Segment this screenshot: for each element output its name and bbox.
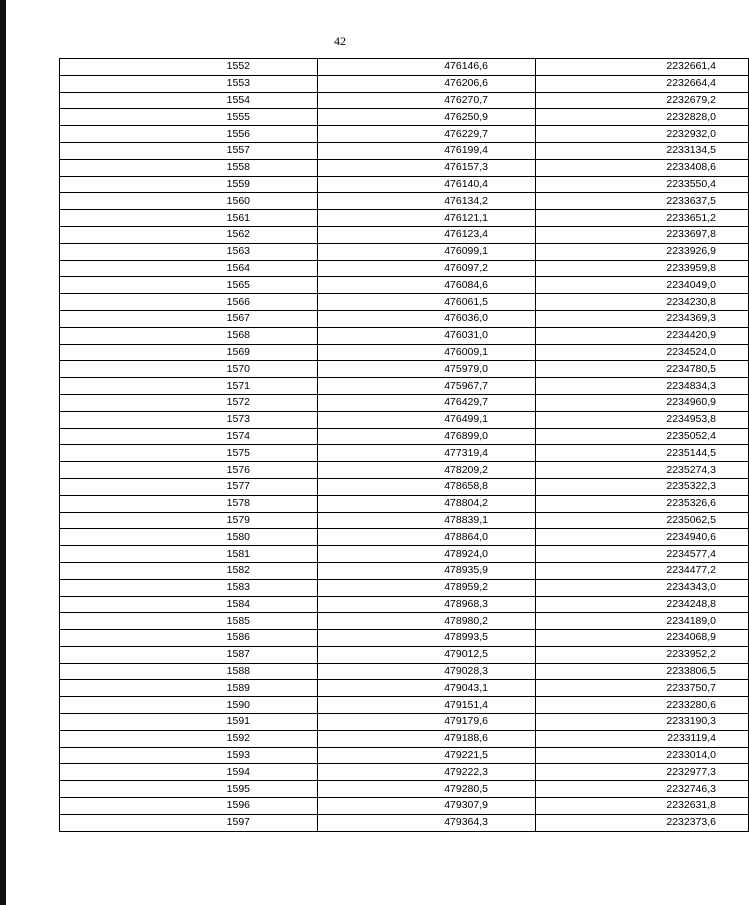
y-coordinate-cell: 2235144,5 xyxy=(536,445,749,462)
table-row xyxy=(60,462,749,479)
point-number-cell: 1582 xyxy=(60,562,318,579)
point-number-cell: 1565 xyxy=(60,277,318,294)
y-coordinate-cell: 2233119,4 xyxy=(536,730,749,747)
table-row xyxy=(60,142,749,159)
table-row xyxy=(60,344,749,361)
table-row xyxy=(60,562,749,579)
point-number-cell: 1587 xyxy=(60,646,318,663)
coordinates-table xyxy=(59,58,749,832)
y-coordinate-cell: 2232977,3 xyxy=(536,764,749,781)
x-coordinate-cell: 476134,2 xyxy=(318,193,536,210)
table-row xyxy=(60,646,749,663)
table-row xyxy=(60,579,749,596)
point-number-cell: 1580 xyxy=(60,529,318,546)
x-coordinate-cell: 478968,3 xyxy=(318,596,536,613)
x-coordinate-cell: 479028,3 xyxy=(318,663,536,680)
table-row xyxy=(60,310,749,327)
point-number-cell: 1597 xyxy=(60,814,318,831)
y-coordinate-cell: 2234248,8 xyxy=(536,596,749,613)
table-row xyxy=(60,730,749,747)
y-coordinate-cell: 2232828,0 xyxy=(536,109,749,126)
x-coordinate-cell: 476146,6 xyxy=(318,59,536,76)
y-coordinate-cell: 2233550,4 xyxy=(536,176,749,193)
point-number-cell: 1590 xyxy=(60,697,318,714)
y-coordinate-cell: 2233134,5 xyxy=(536,142,749,159)
x-coordinate-cell: 476429,7 xyxy=(318,394,536,411)
table-row xyxy=(60,126,749,143)
table-row xyxy=(60,75,749,92)
point-number-cell: 1583 xyxy=(60,579,318,596)
table-row xyxy=(60,294,749,311)
table-row xyxy=(60,59,749,76)
x-coordinate-cell: 479188,6 xyxy=(318,730,536,747)
x-coordinate-cell: 476009,1 xyxy=(318,344,536,361)
x-coordinate-cell: 476270,7 xyxy=(318,92,536,109)
x-coordinate-cell: 476061,5 xyxy=(318,294,536,311)
y-coordinate-cell: 2234369,3 xyxy=(536,310,749,327)
y-coordinate-cell: 2235274,3 xyxy=(536,462,749,479)
x-coordinate-cell: 479222,3 xyxy=(318,764,536,781)
y-coordinate-cell: 2233806,5 xyxy=(536,663,749,680)
y-coordinate-cell: 2234524,0 xyxy=(536,344,749,361)
x-coordinate-cell: 479307,9 xyxy=(318,798,536,815)
point-number-cell: 1581 xyxy=(60,546,318,563)
table-row xyxy=(60,680,749,697)
point-number-cell: 1577 xyxy=(60,478,318,495)
y-coordinate-cell: 2234049,0 xyxy=(536,277,749,294)
y-coordinate-cell: 2234834,3 xyxy=(536,378,749,395)
y-coordinate-cell: 2232373,6 xyxy=(536,814,749,831)
table-row xyxy=(60,193,749,210)
x-coordinate-cell: 478993,5 xyxy=(318,630,536,647)
point-number-cell: 1589 xyxy=(60,680,318,697)
x-coordinate-cell: 479280,5 xyxy=(318,781,536,798)
y-coordinate-cell: 2234577,4 xyxy=(536,546,749,563)
point-number-cell: 1592 xyxy=(60,730,318,747)
table-row xyxy=(60,781,749,798)
scan-edge xyxy=(0,0,6,905)
x-coordinate-cell: 475967,7 xyxy=(318,378,536,395)
point-number-cell: 1556 xyxy=(60,126,318,143)
x-coordinate-cell: 478864,0 xyxy=(318,529,536,546)
x-coordinate-cell: 478924,0 xyxy=(318,546,536,563)
y-coordinate-cell: 2233750,7 xyxy=(536,680,749,697)
table-row xyxy=(60,697,749,714)
x-coordinate-cell: 476121,1 xyxy=(318,210,536,227)
table-row xyxy=(60,546,749,563)
x-coordinate-cell: 478935,9 xyxy=(318,562,536,579)
y-coordinate-cell: 2234953,8 xyxy=(536,411,749,428)
x-coordinate-cell: 476097,2 xyxy=(318,260,536,277)
point-number-cell: 1566 xyxy=(60,294,318,311)
point-number-cell: 1593 xyxy=(60,747,318,764)
point-number-cell: 1594 xyxy=(60,764,318,781)
x-coordinate-cell: 479221,5 xyxy=(318,747,536,764)
table-row xyxy=(60,630,749,647)
table-row xyxy=(60,613,749,630)
x-coordinate-cell: 476899,0 xyxy=(318,428,536,445)
y-coordinate-cell: 2232932,0 xyxy=(536,126,749,143)
table-row xyxy=(60,109,749,126)
x-coordinate-cell: 476031,0 xyxy=(318,327,536,344)
x-coordinate-cell: 478959,2 xyxy=(318,579,536,596)
x-coordinate-cell: 476229,7 xyxy=(318,126,536,143)
page-number: 42 xyxy=(334,34,346,48)
point-number-cell: 1568 xyxy=(60,327,318,344)
table-row xyxy=(60,478,749,495)
table-row xyxy=(60,159,749,176)
table-row xyxy=(60,764,749,781)
y-coordinate-cell: 2234477,2 xyxy=(536,562,749,579)
table-row xyxy=(60,814,749,831)
y-coordinate-cell: 2234068,9 xyxy=(536,630,749,647)
point-number-cell: 1569 xyxy=(60,344,318,361)
table-row xyxy=(60,327,749,344)
y-coordinate-cell: 2234780,5 xyxy=(536,361,749,378)
y-coordinate-cell: 2232661,4 xyxy=(536,59,749,76)
table-row xyxy=(60,92,749,109)
table-row xyxy=(60,411,749,428)
point-number-cell: 1595 xyxy=(60,781,318,798)
point-number-cell: 1552 xyxy=(60,59,318,76)
table-row xyxy=(60,243,749,260)
point-number-cell: 1585 xyxy=(60,613,318,630)
y-coordinate-cell: 2235062,5 xyxy=(536,512,749,529)
table-row xyxy=(60,596,749,613)
table-row xyxy=(60,512,749,529)
y-coordinate-cell: 2233637,5 xyxy=(536,193,749,210)
y-coordinate-cell: 2233408,6 xyxy=(536,159,749,176)
x-coordinate-cell: 475979,0 xyxy=(318,361,536,378)
point-number-cell: 1554 xyxy=(60,92,318,109)
point-number-cell: 1557 xyxy=(60,142,318,159)
point-number-cell: 1574 xyxy=(60,428,318,445)
point-number-cell: 1575 xyxy=(60,445,318,462)
y-coordinate-cell: 2233190,3 xyxy=(536,714,749,731)
y-coordinate-cell: 2233014,0 xyxy=(536,747,749,764)
y-coordinate-cell: 2233651,2 xyxy=(536,210,749,227)
table-row xyxy=(60,226,749,243)
y-coordinate-cell: 2233280,6 xyxy=(536,697,749,714)
table-row xyxy=(60,176,749,193)
table-row xyxy=(60,529,749,546)
point-number-cell: 1573 xyxy=(60,411,318,428)
table-row xyxy=(60,378,749,395)
y-coordinate-cell: 2234940,6 xyxy=(536,529,749,546)
table-row xyxy=(60,663,749,680)
point-number-cell: 1571 xyxy=(60,378,318,395)
y-coordinate-cell: 2232664,4 xyxy=(536,75,749,92)
y-coordinate-cell: 2233952,2 xyxy=(536,646,749,663)
x-coordinate-cell: 479179,6 xyxy=(318,714,536,731)
y-coordinate-cell: 2234343,0 xyxy=(536,579,749,596)
point-number-cell: 1560 xyxy=(60,193,318,210)
point-number-cell: 1570 xyxy=(60,361,318,378)
table-row xyxy=(60,260,749,277)
x-coordinate-cell: 478658,8 xyxy=(318,478,536,495)
point-number-cell: 1559 xyxy=(60,176,318,193)
point-number-cell: 1564 xyxy=(60,260,318,277)
y-coordinate-cell: 2234420,9 xyxy=(536,327,749,344)
point-number-cell: 1567 xyxy=(60,310,318,327)
x-coordinate-cell: 476140,4 xyxy=(318,176,536,193)
point-number-cell: 1553 xyxy=(60,75,318,92)
x-coordinate-cell: 479364,3 xyxy=(318,814,536,831)
y-coordinate-cell: 2232631,8 xyxy=(536,798,749,815)
y-coordinate-cell: 2234960,9 xyxy=(536,394,749,411)
x-coordinate-cell: 476123,4 xyxy=(318,226,536,243)
x-coordinate-cell: 479043,1 xyxy=(318,680,536,697)
x-coordinate-cell: 476250,9 xyxy=(318,109,536,126)
point-number-cell: 1555 xyxy=(60,109,318,126)
point-number-cell: 1558 xyxy=(60,159,318,176)
y-coordinate-cell: 2234230,8 xyxy=(536,294,749,311)
table-row xyxy=(60,277,749,294)
x-coordinate-cell: 478209,2 xyxy=(318,462,536,479)
y-coordinate-cell: 2235322,3 xyxy=(536,478,749,495)
x-coordinate-cell: 476036,0 xyxy=(318,310,536,327)
x-coordinate-cell: 477319,4 xyxy=(318,445,536,462)
table-row xyxy=(60,361,749,378)
y-coordinate-cell: 2235326,6 xyxy=(536,495,749,512)
table-row xyxy=(60,495,749,512)
x-coordinate-cell: 479012,5 xyxy=(318,646,536,663)
y-coordinate-cell: 2233959,8 xyxy=(536,260,749,277)
y-coordinate-cell: 2232746,3 xyxy=(536,781,749,798)
point-number-cell: 1578 xyxy=(60,495,318,512)
table-row xyxy=(60,445,749,462)
point-number-cell: 1563 xyxy=(60,243,318,260)
x-coordinate-cell: 478804,2 xyxy=(318,495,536,512)
point-number-cell: 1596 xyxy=(60,798,318,815)
y-coordinate-cell: 2233697,8 xyxy=(536,226,749,243)
coordinates-table-body xyxy=(60,59,749,832)
point-number-cell: 1562 xyxy=(60,226,318,243)
x-coordinate-cell: 476099,1 xyxy=(318,243,536,260)
table-row xyxy=(60,714,749,731)
x-coordinate-cell: 476499,1 xyxy=(318,411,536,428)
point-number-cell: 1591 xyxy=(60,714,318,731)
table-row xyxy=(60,798,749,815)
x-coordinate-cell: 476084,6 xyxy=(318,277,536,294)
x-coordinate-cell: 478839,1 xyxy=(318,512,536,529)
point-number-cell: 1588 xyxy=(60,663,318,680)
x-coordinate-cell: 479151,4 xyxy=(318,697,536,714)
point-number-cell: 1586 xyxy=(60,630,318,647)
x-coordinate-cell: 476199,4 xyxy=(318,142,536,159)
table-row xyxy=(60,210,749,227)
point-number-cell: 1579 xyxy=(60,512,318,529)
x-coordinate-cell: 476157,3 xyxy=(318,159,536,176)
y-coordinate-cell: 2234189,0 xyxy=(536,613,749,630)
table-row xyxy=(60,394,749,411)
point-number-cell: 1572 xyxy=(60,394,318,411)
table-row xyxy=(60,428,749,445)
point-number-cell: 1561 xyxy=(60,210,318,227)
x-coordinate-cell: 478980,2 xyxy=(318,613,536,630)
point-number-cell: 1576 xyxy=(60,462,318,479)
point-number-cell: 1584 xyxy=(60,596,318,613)
y-coordinate-cell: 2232679,2 xyxy=(536,92,749,109)
table-row xyxy=(60,747,749,764)
x-coordinate-cell: 476206,6 xyxy=(318,75,536,92)
y-coordinate-cell: 2235052,4 xyxy=(536,428,749,445)
y-coordinate-cell: 2233926,9 xyxy=(536,243,749,260)
